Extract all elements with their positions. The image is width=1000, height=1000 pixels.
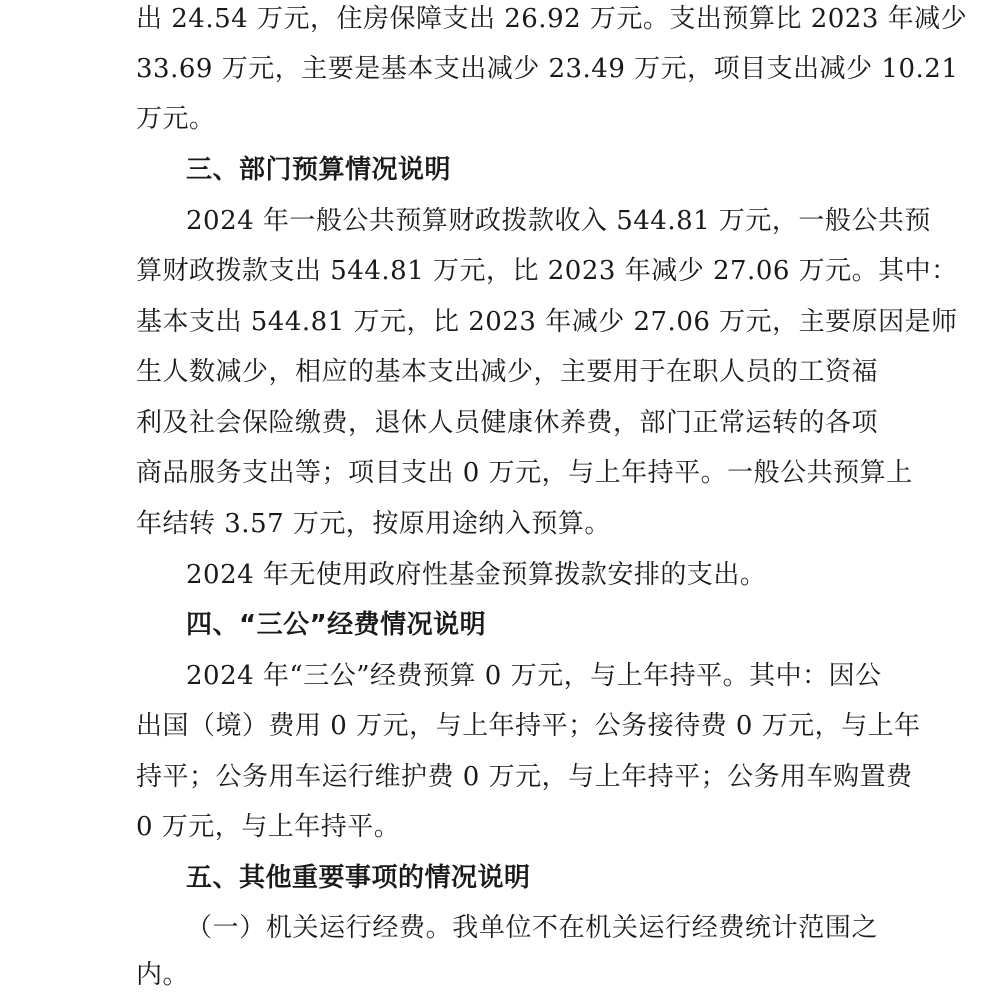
section-heading-three-public: 四、“三公”经费情况说明 — [186, 610, 487, 640]
body-text-line: 算财政拨款支出 544.81 万元，比 2023 年减少 27.06 万元。其中： — [136, 256, 958, 286]
body-text-line: 生人数减少，相应的基本支出减少，主要用于在职人员的工资福 — [136, 357, 879, 387]
body-text-line: 出国（境）费用 0 万元，与上年持平；公务接待费 0 万元，与上年 — [136, 711, 921, 741]
body-text-line: （一）机关运行经费。我单位不在机关运行经费统计范围之 — [186, 913, 878, 943]
section-heading-other-matters: 五、其他重要事项的情况说明 — [186, 863, 531, 893]
body-text-line: 2024 年无使用政府性基金预算拨款安排的支出。 — [186, 560, 767, 590]
body-text-line: 0 万元，与上年持平。 — [136, 812, 401, 842]
body-text-line: 年结转 3.57 万元，按原用途纳入预算。 — [136, 509, 611, 539]
body-text-line: 利及社会保险缴费，退休人员健康休养费，部门正常运转的各项 — [136, 408, 879, 438]
body-text-line: 基本支出 544.81 万元，比 2023 年减少 27.06 万元，主要原因是师 — [136, 307, 958, 337]
body-text-line: 持平；公务用车运行维护费 0 万元，与上年持平；公务用车购置费 — [136, 762, 913, 792]
body-text-line: 2024 年一般公共预算财政拨款收入 544.81 万元，一般公共预 — [186, 206, 931, 236]
body-text-line: 33.69 万元，主要是基本支出减少 23.49 万元，项目支出减少 10.21 — [136, 54, 959, 84]
section-heading-budget: 三、部门预算情况说明 — [186, 155, 452, 185]
body-text-line: 出 24.54 万元，住房保障支出 26.92 万元。支出预算比 2023 年减少 — [136, 4, 968, 34]
body-text-line: 万元。 — [136, 104, 216, 134]
body-text-line: 内。 — [136, 960, 190, 990]
body-text-line: 商品服务支出等；项目支出 0 万元，与上年持平。一般公共预算上 — [136, 458, 913, 488]
body-text-line: 2024 年“三公”经费预算 0 万元，与上年持平。其中：因公 — [186, 661, 882, 691]
